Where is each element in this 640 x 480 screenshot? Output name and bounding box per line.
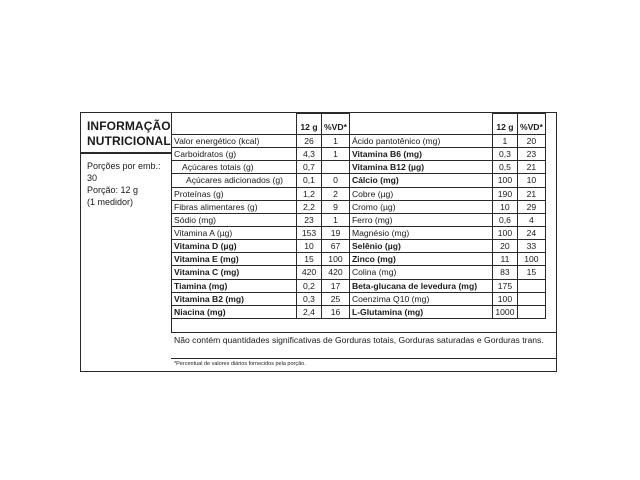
nutrient-name: Vitamina E (mg) [172,253,297,266]
nutrient-amount: 100 [492,226,517,239]
table-row [172,187,546,200]
nutrient-name: Tiamina (mg) [172,279,297,292]
nutrient-name: Niacina (mg) [172,305,297,318]
nutrient-name: Ácido pantotênico (mg) [349,135,492,148]
nutrition-label [80,112,557,372]
nutrient-name: Vitamina B6 (mg) [349,148,492,161]
nutrient-amount: 153 [297,226,322,239]
nutrient-name: Beta-glucana de levedura (mg) [349,279,492,292]
table-row [172,292,546,305]
table-row [172,135,546,148]
nutrient-name: Vitamina C (mg) [172,266,297,279]
table-row [172,148,546,161]
portions-per-package-label: Porções por emb.: [87,161,161,171]
nutrient-vd: 29 [517,200,545,213]
nutrient-amount: 26 [297,135,322,148]
nutrient-amount: 0,7 [297,161,322,174]
nutrient-amount: 23 [297,213,322,226]
nutrient-name: Magnésio (mg) [349,226,492,239]
header-amount-left: 12 g [297,114,322,135]
footnote-small: *Percentual de valores diários fornecidos pela porção. [174,361,306,367]
nutrient-amount: 100 [492,292,517,305]
nutrient-amount: 20 [492,240,517,253]
nutrient-amount: 175 [492,279,517,292]
nutrition-table [171,113,546,319]
nutrient-amount: 0,3 [492,148,517,161]
nutrient-name: Vitamina A (µg) [172,226,297,239]
nutrient-amount: 0,6 [492,213,517,226]
nutrient-vd [517,279,545,292]
label-title-line2: NUTRICIONAL [87,134,171,148]
nutrient-vd: 1 [322,135,350,148]
nutrient-amount: 190 [492,187,517,200]
nutrient-vd: 100 [517,253,545,266]
nutrient-amount: 15 [297,253,322,266]
nutrient-vd: 16 [322,305,350,318]
portion-size-label: Porção: 12 g [87,185,139,195]
nutrient-vd: 67 [322,240,350,253]
nutrient-vd: 0 [322,174,350,187]
table-row [172,174,546,187]
nutrient-name: Proteínas (g) [172,187,297,200]
nutrient-amount: 100 [492,174,517,187]
table-row [172,266,546,279]
nutrient-name: Fibras alimentares (g) [172,200,297,213]
nutrient-amount: 0,5 [492,161,517,174]
nutrient-amount: 0,3 [297,292,322,305]
header-amount-right: 12 g [492,114,517,135]
nutrient-vd: 4 [517,213,545,226]
nutrient-amount: 2,4 [297,305,322,318]
nutrient-amount: 0,1 [297,174,322,187]
table-row [172,213,546,226]
nutrient-vd: 21 [517,161,545,174]
nutrient-vd [517,292,545,305]
portion-size-note: (1 medidor) [87,197,134,207]
nutrient-vd: 21 [517,187,545,200]
nutrient-amount: 1 [492,135,517,148]
nutrient-name: L-Glutamina (mg) [349,305,492,318]
table-row [172,305,546,318]
nutrient-amount: 1,2 [297,187,322,200]
nutrient-vd: 15 [517,266,545,279]
footnote-main: Não contém quantidades significativas de Gorduras totais, Gorduras saturadas e Gorduras trans. [171,332,557,356]
title-rule [81,152,172,154]
nutrient-vd: 23 [517,148,545,161]
nutrient-amount: 2,2 [297,200,322,213]
nutrient-vd [517,305,545,318]
label-sidebar [81,113,172,333]
nutrient-amount: 1000 [492,305,517,318]
nutrient-name: Açúcares totais (g) [172,161,297,174]
table-header-row [172,114,546,135]
nutrient-name: Sódio (mg) [172,213,297,226]
nutrient-name: Vitamina B2 (mg) [172,292,297,305]
nutrient-name: Açúcares adicionados (g) [172,174,297,187]
nutrient-vd: 33 [517,240,545,253]
nutrient-amount: 0,2 [297,279,322,292]
nutrient-amount: 10 [492,200,517,213]
nutrient-name: Cromo (µg) [349,200,492,213]
nutrient-name: Coenzima Q10 (mg) [349,292,492,305]
nutrient-name: Cálcio (mg) [349,174,492,187]
nutrient-amount: 420 [297,266,322,279]
nutrient-vd: 17 [322,279,350,292]
nutrient-vd: 19 [322,226,350,239]
nutrient-vd: 1 [322,148,350,161]
table-row [172,200,546,213]
nutrient-vd: 24 [517,226,545,239]
nutrient-name: Vitamina D (µg) [172,240,297,253]
footnote-divider [171,358,557,359]
header-name-blank [172,114,297,135]
nutrient-vd: 25 [322,292,350,305]
table-row [172,240,546,253]
table-row [172,161,546,174]
table-row [172,226,546,239]
header-vd-left: %VD* [322,114,350,135]
nutrient-name: Carboidratos (g) [172,148,297,161]
nutrient-vd: 100 [322,253,350,266]
nutrient-name: Ferro (mg) [349,213,492,226]
nutrient-vd: 420 [322,266,350,279]
nutrient-amount: 11 [492,253,517,266]
portions-per-package-value: 30 [87,173,98,183]
table-row [172,279,546,292]
header-vd-right: %VD* [517,114,545,135]
nutrient-name: Valor energético (kcal) [172,135,297,148]
nutrient-name: Colina (mg) [349,266,492,279]
header-name-blank-right [349,114,492,135]
nutrient-name: Selênio (µg) [349,240,492,253]
nutrient-vd: 10 [517,174,545,187]
nutrient-amount: 10 [297,240,322,253]
nutrient-amount: 4,3 [297,148,322,161]
nutrient-name: Cobre (µg) [349,187,492,200]
nutrient-vd [322,161,350,174]
nutrient-name: Zinco (mg) [349,253,492,266]
label-title-line1: INFORMAÇÃO [87,119,171,133]
nutrient-vd: 1 [322,213,350,226]
nutrient-vd: 2 [322,187,350,200]
nutrient-vd: 20 [517,135,545,148]
table-row [172,253,546,266]
nutrient-amount: 83 [492,266,517,279]
nutrient-vd: 9 [322,200,350,213]
nutrient-name: Vitamina B12 (µg) [349,161,492,174]
